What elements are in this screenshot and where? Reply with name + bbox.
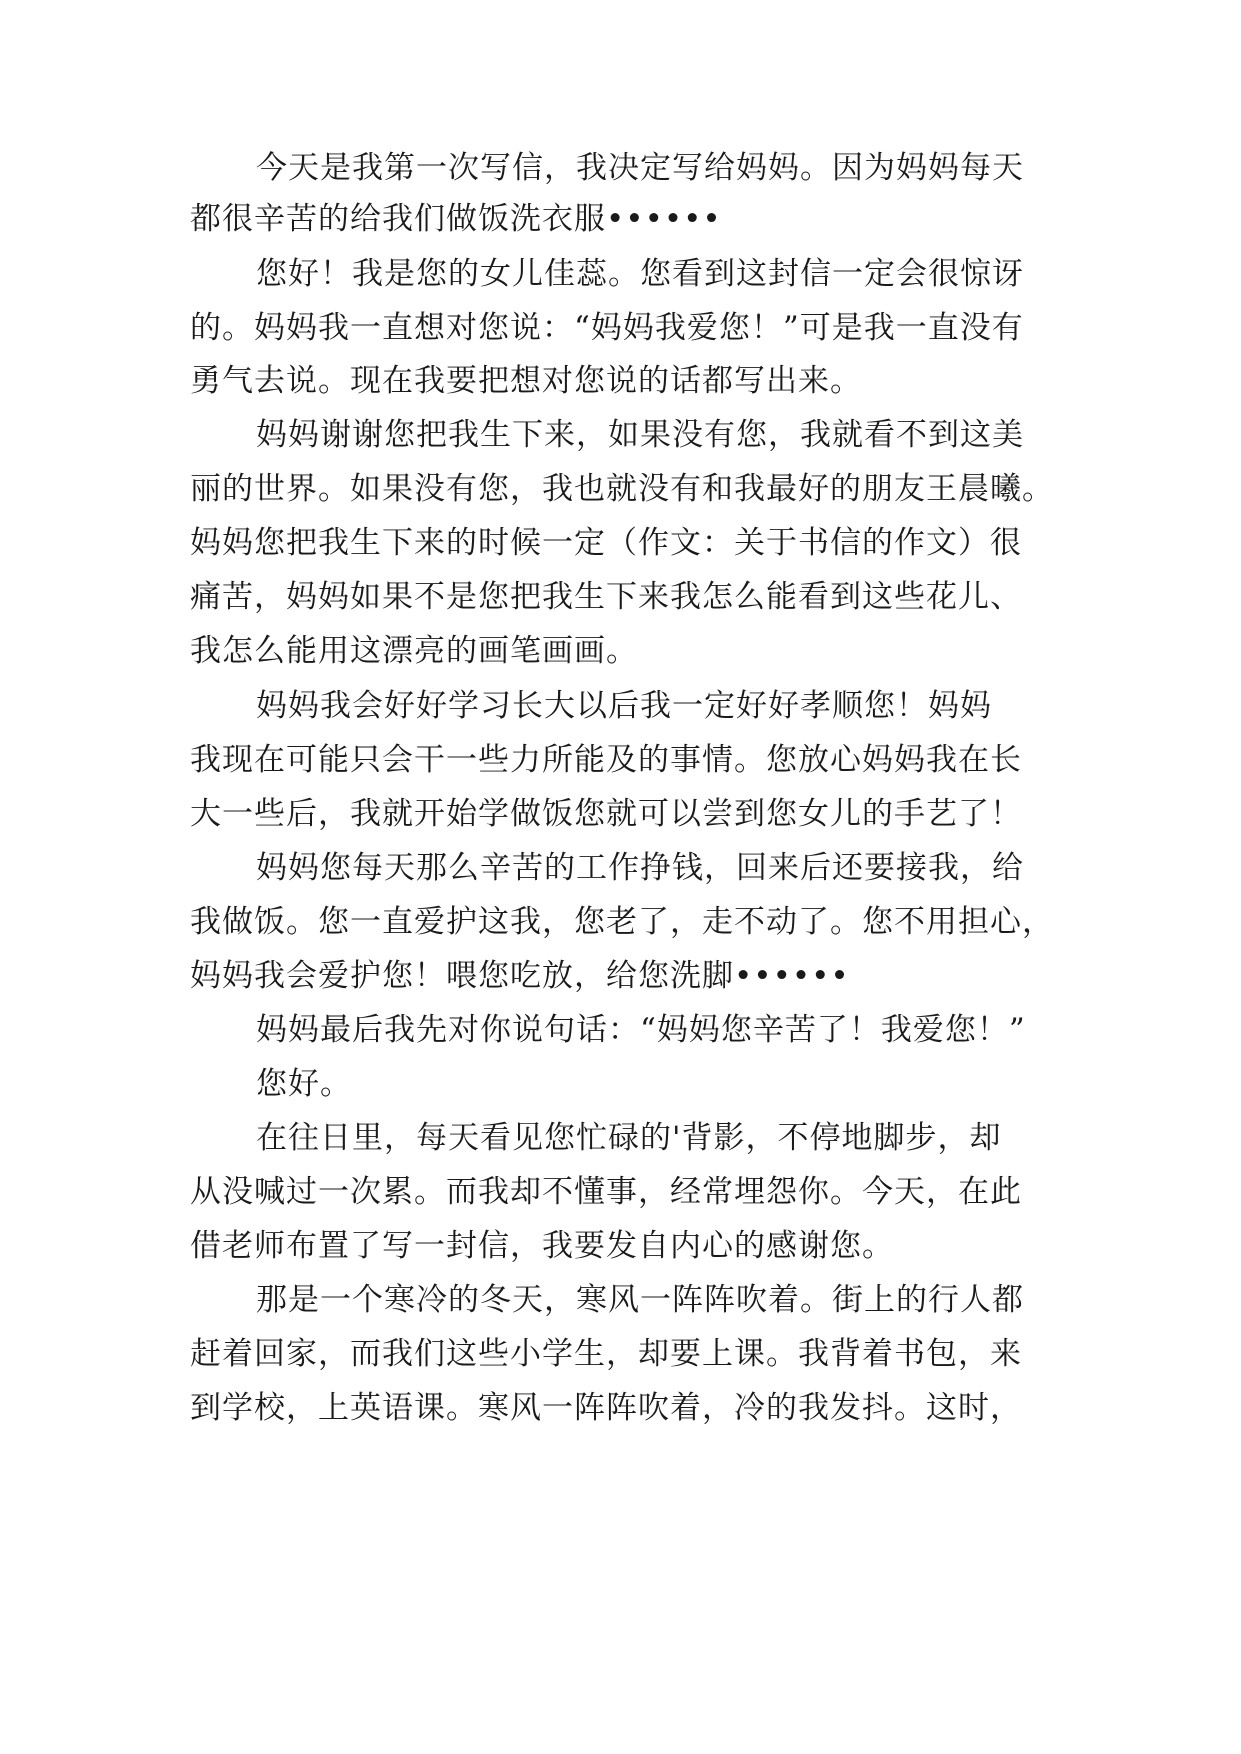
text-line: 的。妈妈我一直想对您说：“妈妈我爱您！”可是我一直没有 — [190, 310, 1024, 346]
text-line: 丽的世界。如果没有您，我也就没有和我最好的朋友王晨曦。 — [190, 471, 1054, 507]
text-line: 妈妈最后我先对你说句话：“妈妈您辛苦了！我爱您！” — [256, 1012, 1026, 1048]
text-line: 赶着回家，而我们这些小学生，却要上课。我背着书包，来 — [190, 1336, 1022, 1372]
text-line: 您好！我是您的女儿佳蕊。您看到这封信一定会很惊讶 — [256, 256, 1024, 292]
text-line: 我现在可能只会干一些力所能及的事情。您放心妈妈我在长 — [190, 742, 1022, 778]
text-line: 借老师布置了写一封信，我要发自内心的感谢您。 — [190, 1228, 894, 1264]
text-line: 那是一个寒冷的冬天，寒风一阵阵吹着。街上的行人都 — [256, 1282, 1024, 1318]
text-line: 妈妈您每天那么辛苦的工作挣钱，回来后还要接我，给 — [256, 850, 1024, 886]
text-line: 都很辛苦的给我们做饭洗衣服•••••• — [190, 201, 722, 237]
text-line: 勇气去说。现在我要把想对您说的话都写出来。 — [190, 363, 862, 399]
text-line: 妈妈您把我生下来的时候一定（作文：关于书信的作文）很 — [190, 525, 1022, 561]
text-line: 在往日里，每天看见您忙碌的'背影，不停地脚步，却 — [256, 1120, 1002, 1156]
text-line: 我怎么能用这漂亮的画笔画画。 — [190, 633, 638, 669]
text-line: 您好。 — [256, 1066, 352, 1102]
text-line: 今天是我第一次写信，我决定写给妈妈。因为妈妈每天 — [256, 150, 1024, 186]
text-line: 到学校，上英语课。寒风一阵阵吹着，冷的我发抖。这时， — [190, 1390, 1022, 1426]
text-line: 痛苦，妈妈如果不是您把我生下来我怎么能看到这些花儿、 — [190, 579, 1022, 615]
text-line: 我做饭。您一直爱护这我，您老了，走不动了。您不用担心， — [190, 904, 1054, 940]
text-line: 从没喊过一次累。而我却不懂事，经常埋怨你。今天，在此 — [190, 1174, 1022, 1210]
text-line: 妈妈我会好好学习长大以后我一定好好孝顺您！妈妈 — [256, 688, 992, 724]
text-line: 妈妈谢谢您把我生下来，如果没有您，我就看不到这美 — [256, 417, 1024, 453]
text-line: 大一些后，我就开始学做饭您就可以尝到您女儿的手艺了！ — [190, 796, 1022, 832]
text-line: 妈妈我会爱护您！喂您吃放，给您洗脚•••••• — [190, 958, 850, 994]
